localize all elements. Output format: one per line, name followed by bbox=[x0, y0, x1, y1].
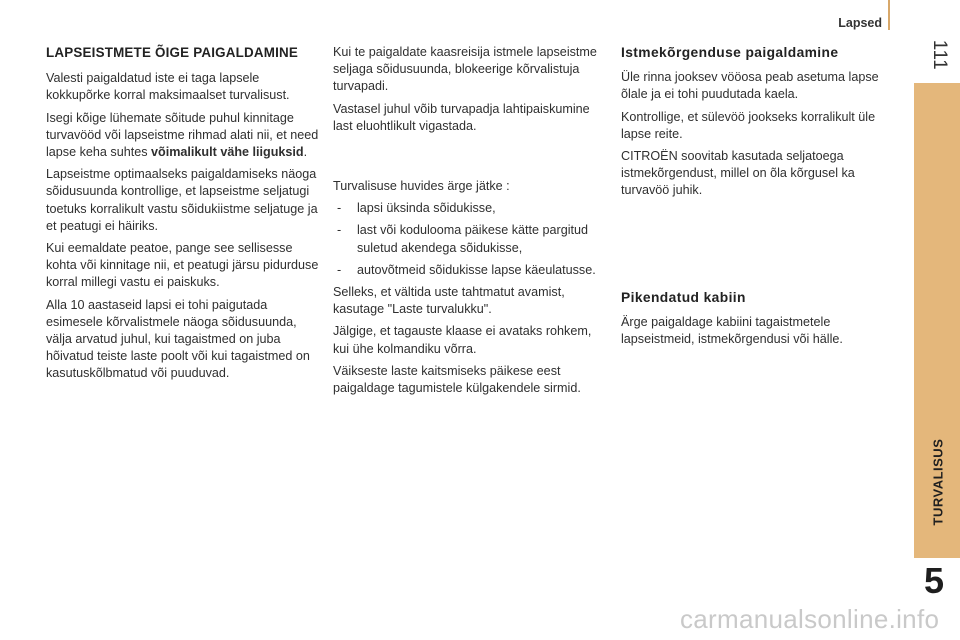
list-item-text: last või kodulooma päikese kätte pargitud suletud akendega sõidukisse, bbox=[357, 223, 589, 255]
section-title-booster: Istmekõrgenduse paigaldamine bbox=[621, 45, 839, 60]
paragraph-text: Isegi kõige lühemate sõitude puhul kinnitage turvavööd või lapseistme rihmad alati nii, et need lapse keha suhtes bbox=[46, 110, 319, 160]
column-right bbox=[621, 44, 891, 353]
list-item bbox=[333, 262, 608, 279]
column-left bbox=[46, 44, 322, 388]
paragraph: Alla 10 aastaseid lapsi ei tohi paigutada esimesele kõrvalistmele näoga sõidusuunda, välja arvatud juhul, kui tagaistmed on juba hõivatud teiste laste poolt või kui tagaistmed on kasutuskõlbmatud või puuduvad. bbox=[46, 297, 310, 381]
paragraph: Üle rinna jooksev vööosa peab asetuma lapse õlale ja ei tohi puudutada kaela. bbox=[621, 70, 879, 102]
paragraph: Kui te paigaldate kaasreisija istmele lapseistme seljaga sõidusuunda, blokeerige kõrvalistuja turvapadi. bbox=[333, 45, 597, 94]
paragraph: Väikseste laste kaitsmiseks päikese eest paigaldage tagumistele külgakendele sirmid. bbox=[333, 363, 581, 396]
dash-bullet: - bbox=[337, 262, 342, 277]
paragraph: Selleks, et vältida uste tahtmatut avamist, kasutage "Laste turvalukku". bbox=[333, 285, 565, 317]
paragraph: Valesti paigaldatud iste ei taga lapsele kokkupõrke korral maksimaalset turvalisust. bbox=[46, 71, 290, 103]
tab-divider bbox=[914, 558, 960, 559]
header-divider bbox=[888, 0, 890, 30]
page-number: 111 bbox=[929, 39, 951, 71]
section-title-extended-cab: Pikendatud kabiin bbox=[621, 289, 746, 305]
emphasis-text: võimalikult vähe liiguksid bbox=[151, 145, 304, 160]
chapter-tab-label: TURVALISUS bbox=[930, 438, 946, 526]
list-intro: Turvalisuse huvides ärge jätke : bbox=[333, 179, 510, 194]
list-item-text: lapsi üksinda sõidukisse, bbox=[357, 201, 496, 216]
dash-bullet: - bbox=[337, 223, 342, 238]
paragraph: Jälgige, et tagauste klaase ei avataks rohkem, kui ühe kolmandiku võrra. bbox=[333, 324, 592, 356]
watermark: carmanualsonline.info bbox=[680, 604, 940, 634]
section-header: Lapsed bbox=[838, 16, 882, 30]
list-item bbox=[333, 222, 608, 256]
column-middle bbox=[333, 44, 608, 402]
paragraph: Kontrollige, et sülevöö jookseks korralikult üle lapse reite. bbox=[621, 109, 876, 141]
paragraph: Lapseistme optimaalseks paigaldamiseks näoga sõidusuunda kontrollige, et lapseistme seljatugi toetuks korralikult vastu sõidukiistme seljatuge ja et peatugi ei häiriks. bbox=[46, 167, 318, 233]
paragraph-end: . bbox=[303, 145, 308, 160]
dash-bullet: - bbox=[337, 201, 342, 216]
paragraph: CITROËN soovitab kasutada seljatoega istmekõrgendust, millel on õla kõrgusel ka turvavöö juhik. bbox=[621, 149, 855, 198]
paragraph: Vastasel juhul võib turvapadja lahtipaiskumine last eluohtlikult vigastada. bbox=[333, 101, 590, 133]
main-title: LAPSEISTMETE ÕIGE PAIGALDAMINE bbox=[46, 45, 299, 60]
paragraph bbox=[46, 110, 322, 162]
paragraph: Ärge paigaldage kabiini tagaistmetele lapseistmeid, istmekõrgendusi või hälle. bbox=[621, 314, 843, 347]
chapter-number: 5 bbox=[923, 560, 945, 601]
list-item-text: autovõtmeid sõidukisse lapse käeulatusse. bbox=[357, 262, 596, 277]
paragraph: Kui eemaldate peatoe, pange see sellisesse kohta või kinnitage nii, et peatugi järsu pidurduse korral millegi vastu ei paiskuks. bbox=[46, 241, 319, 290]
list-item bbox=[333, 200, 608, 217]
